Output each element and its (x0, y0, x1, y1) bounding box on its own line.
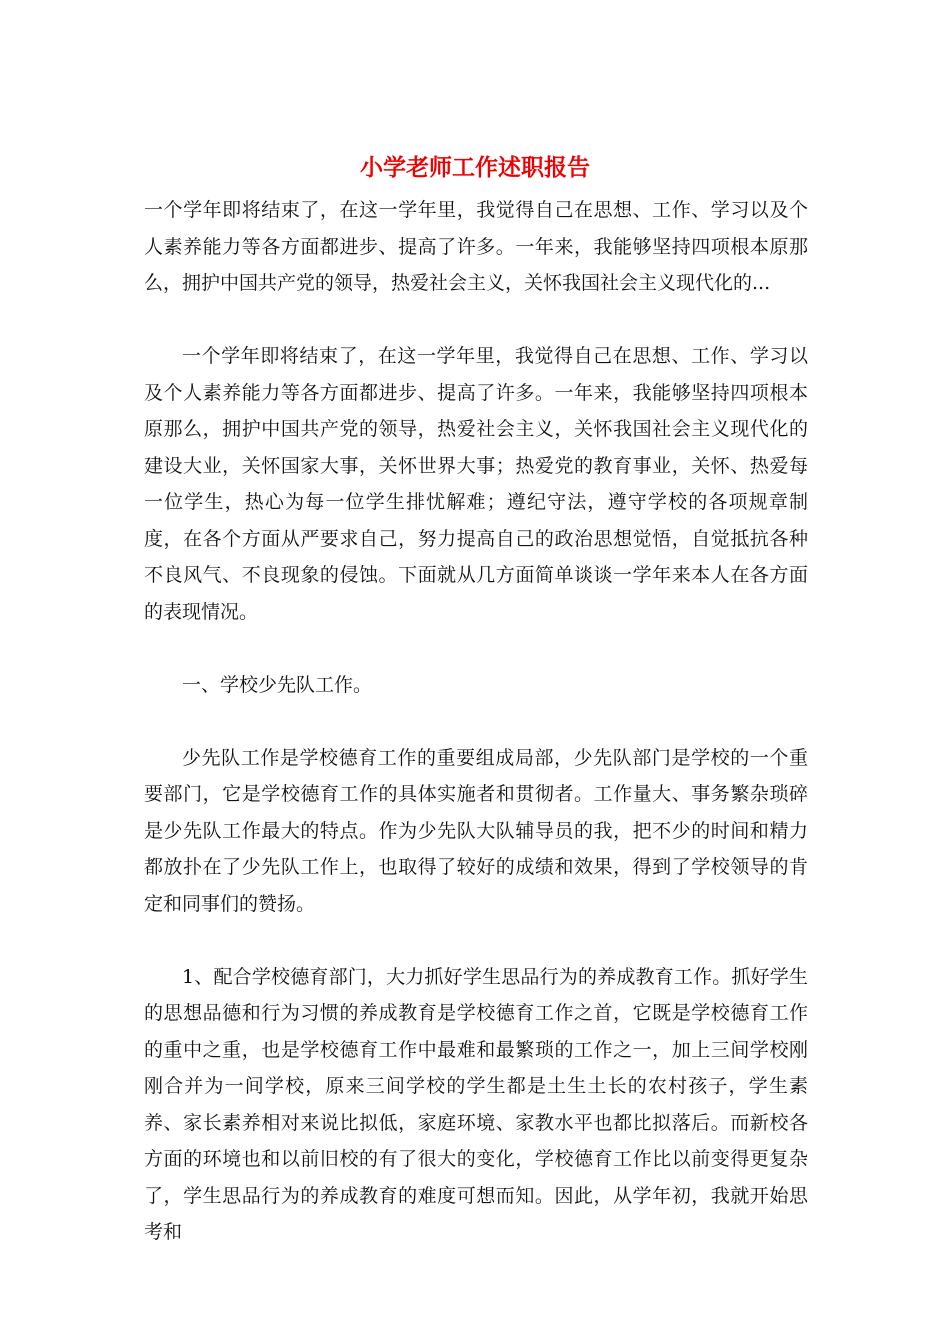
body-paragraph-pioneers: 少先队工作是学校德育工作的重要组成局部，少先队部门是学校的一个重要部门，它是学校德育工作的具体实施者和贯彻者。工作量大、事务繁杂琐碎是少先队工作最大的特点。作为少先队大队辅导员的我，把不少的时间和精力都放扑在了少先队工作上，也取得了较好的成绩和效果，得到了学校领导的肯定和同事们的赞扬。 (144, 746, 808, 915)
document-body (144, 192, 808, 1287)
body-paragraph-intro: 一个学年即将结束了，在这一学年里，我觉得自己在思想、工作、学习以及个人素养能力等各方面都进步、提高了许多。一年来，我能够坚持四项根本原那么，拥护中国共产党的领导，热爱社会主义，关怀我国社会主义现代化的建设大业，关怀国家大事，关怀世界大事；热爱党的教育事业，关怀、热爱每一位学生，热心为每一位学生排忧解难；遵纪守法，遵守学校的各项规章制度，在各个方面从严要求自己，努力提高自己的政治思想觉悟，自觉抵抗各种不良风气、不良现象的侵蚀。下面就从几方面简单谈谈一学年来本人在各方面的表现情况。 (144, 345, 808, 623)
body-paragraph-point-1: 1、配合学校德育部门，大力抓好学生思品行为的养成教育工作。抓好学生的思想品德和行为习惯的养成教育是学校德育工作之首，它既是学校德育工作的重中之重，也是学校德育工作中最难和最繁琐的工作之一，加上三间学校刚刚合并为一间学校，原来三间学校的学生都是土生土长的农村孩子，学生素养、家长素养相对来说比拟低，家庭环境、家教水平也都比拟落后。而新校各方面的环境也和以前旧校的有了很大的变化，学校德育工作比以前变得更复杂了，学生思品行为的养成教育的难度可想而知。因此，从学年初，我就开始思考和 (144, 965, 808, 1243)
document-title: 小学老师工作述职报告 (360, 154, 590, 181)
section-heading-1: 一、学校少先队工作。 (182, 673, 373, 696)
summary-paragraph: 一个学年即将结束了，在这一学年里，我觉得自己在思想、工作、学习以及个人素养能力等各方面都进步、提高了许多。一年来，我能够坚持四项根本原那么，拥护中国共产党的领导，热爱社会主义，关怀我国社会主义现代化的... (144, 199, 808, 294)
